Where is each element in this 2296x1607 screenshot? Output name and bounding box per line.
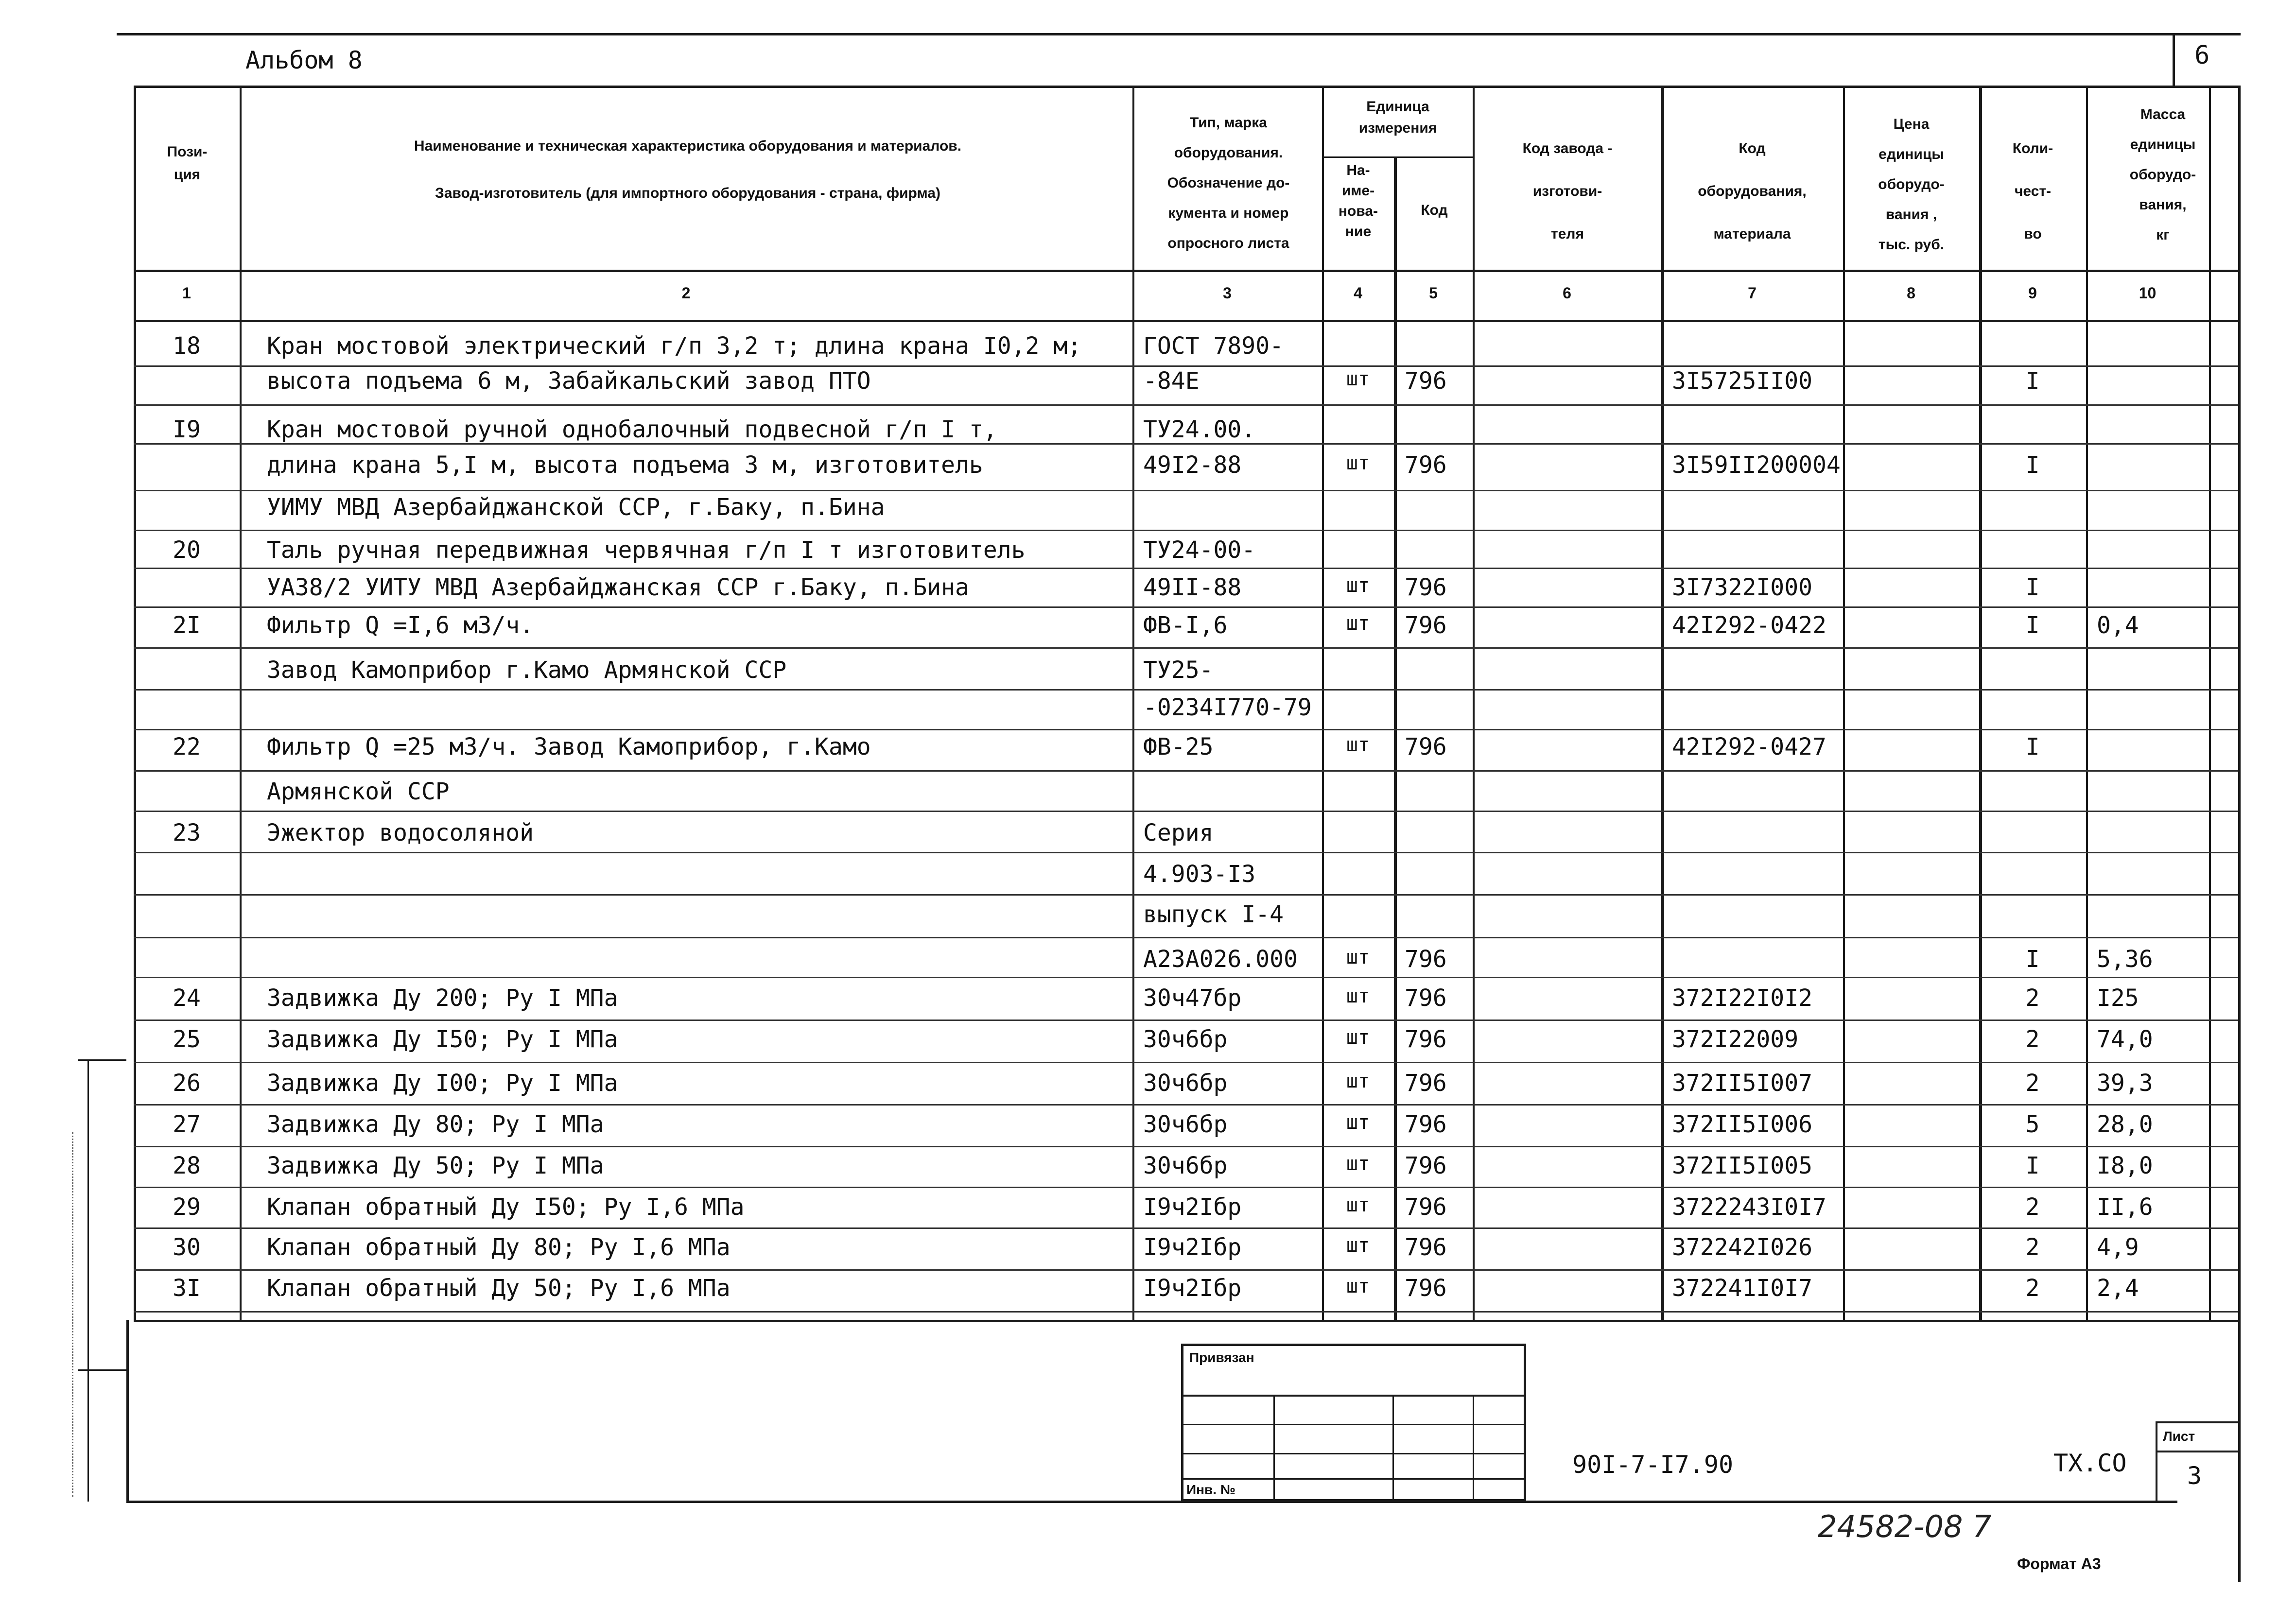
cell-mass: 39,3 (2097, 1070, 2153, 1097)
cell-type: ФВ-25 (1143, 733, 1214, 760)
cell-name: Фильтр Q =I,6 м3/ч. (267, 612, 534, 639)
cell-name: Эжектор водосоляной (267, 819, 534, 847)
header-unit-code: Код (1421, 202, 1448, 218)
column-divider (1661, 86, 1664, 1320)
cell-name: УА38/2 УИТУ МВД Азербайджанская ССР г.Баку, п.Бина (267, 574, 969, 601)
cell-code: 796 (1405, 612, 1447, 639)
cell-unit: шт (1346, 985, 1370, 1007)
cell-equip: 372I22I0I2 (1672, 985, 1812, 1012)
row-divider (134, 1104, 2238, 1106)
cell-name: Клапан обратный Ду I50; Ру I,6 МПа (267, 1193, 745, 1221)
column-number: 2 (681, 284, 691, 302)
cell-qty: I (2025, 733, 2040, 760)
cell-type: Серия (1143, 819, 1214, 847)
column-number: 3 (1223, 284, 1232, 302)
cell-qty: 2 (2025, 1026, 2040, 1053)
doc-mark: ТХ.СО (2053, 1449, 2127, 1477)
cell-mass: 74,0 (2097, 1026, 2153, 1053)
cell-unit: шт (1346, 1275, 1370, 1297)
cell-type: выпуск I-4 (1143, 901, 1284, 928)
cell-name: Кран мостовой ручной однобалочный подвесной г/п I т, (267, 416, 997, 443)
cell-pos: 20 (173, 536, 201, 564)
column-number: 4 (1354, 284, 1362, 302)
cell-name: Задвижка Ду 50; Ру I МПа (267, 1152, 604, 1179)
cell-code: 796 (1405, 1275, 1447, 1302)
cell-pos: 28 (173, 1152, 201, 1179)
header-name-line2: Завод-изготовитель (для импортного оборудования - страна, фирма) (435, 185, 940, 201)
header-price: Цена единицы оборудо- вания , тыс. руб. (1878, 116, 1945, 253)
cell-type: I9ч2Iбр (1143, 1234, 1242, 1261)
header-equipment-code: Код оборудования, материала (1698, 140, 1807, 242)
column-divider (1473, 86, 1475, 1320)
cell-code: 796 (1405, 367, 1447, 395)
row-divider (134, 811, 2238, 812)
cell-unit: шт (1346, 1026, 1370, 1049)
column-divider (1322, 86, 1324, 1320)
column-number: 7 (1748, 284, 1757, 302)
row-divider (134, 1062, 2238, 1063)
cell-qty: 2 (2025, 1234, 2040, 1261)
cell-qty: I (2025, 367, 2040, 395)
cell-type: 49II-88 (1143, 574, 1242, 601)
cell-type: -0234I770-79 (1143, 694, 1312, 721)
column-number: 1 (182, 284, 191, 302)
cell-name: Завод Камоприбор г.Камо Армянской ССР (267, 657, 787, 684)
cell-type: ТУ24-00- (1143, 536, 1256, 564)
header-type: Тип, марка оборудования. Обозначение до- кумента и номер опросного листа (1167, 115, 1290, 251)
cell-name: Кран мостовой электрический г/п 3,2 т; длина крана I0,2 м; (267, 332, 1082, 360)
cell-type: А23А026.000 (1143, 946, 1298, 973)
cell-pos: 29 (173, 1193, 201, 1221)
cell-name: длина крана 5,I м, высота подъема 3 м, изготовитель (267, 451, 983, 479)
cell-qty: I (2025, 451, 2040, 479)
cell-qty: I (2025, 946, 2040, 973)
format-label: Формат А3 (2017, 1555, 2101, 1572)
cell-pos: 3I (173, 1275, 201, 1302)
cell-code: 796 (1405, 574, 1447, 601)
row-divider (134, 404, 2238, 406)
row-divider (134, 443, 2238, 445)
cell-qty: 2 (2025, 985, 2040, 1012)
cell-unit: шт (1346, 946, 1370, 968)
privyazan-label: Привязан (1189, 1350, 1254, 1365)
cell-code: 796 (1405, 985, 1447, 1012)
column-divider (1132, 86, 1134, 1320)
cell-pos: I9 (173, 416, 201, 443)
cell-name: Задвижка Ду 80; Ру I МПа (267, 1111, 604, 1138)
cell-unit: шт (1346, 1194, 1370, 1216)
header-quantity: Коли- чест- во (2012, 140, 2053, 242)
cell-unit: шт (1346, 612, 1370, 635)
row-divider (134, 530, 2238, 531)
header-position: Пози- ция (167, 144, 208, 183)
cell-pos: 26 (173, 1070, 201, 1097)
cell-pos: 18 (173, 332, 201, 360)
column-number: 10 (2139, 284, 2157, 302)
cell-pos: 22 (173, 733, 201, 760)
column-number: 9 (2028, 284, 2037, 302)
cell-type: 30ч6бр (1143, 1070, 1228, 1097)
binding-stamp-marks (72, 1132, 86, 1497)
cell-type: 4.903-I3 (1143, 861, 1256, 888)
sheet-number: 3 (2187, 1462, 2202, 1490)
doc-code: 90I-7-I7.90 (1572, 1451, 1734, 1479)
cell-equip: 42I292-0427 (1672, 733, 1826, 760)
column-number: 8 (1907, 284, 1915, 302)
cell-equip: 3I7322I000 (1672, 574, 1812, 601)
column-divider (240, 86, 242, 1320)
cell-unit: шт (1346, 734, 1370, 756)
row-divider (134, 365, 2238, 367)
row-divider (134, 606, 2238, 608)
cell-pos: 27 (173, 1111, 201, 1138)
cell-code: 796 (1405, 946, 1447, 973)
row-divider (134, 1227, 2238, 1229)
cell-equip: 372242I026 (1672, 1234, 1812, 1261)
album-label: Альбом 8 (245, 46, 363, 74)
header-mass: Масса единицы оборудо- вания, кг (2129, 106, 2196, 243)
row-divider (134, 490, 2238, 491)
cell-type: I9ч2Iбр (1143, 1275, 1242, 1302)
cell-name: Задвижка Ду I00; Ру I МПа (267, 1070, 618, 1097)
row-divider (134, 647, 2238, 649)
cell-qty: 2 (2025, 1070, 2040, 1097)
cell-unit: шт (1346, 452, 1370, 474)
cell-pos: 2I (173, 612, 201, 639)
cell-pos: 25 (173, 1026, 201, 1053)
cell-type: 30ч6бр (1143, 1111, 1228, 1138)
cell-mass: 2,4 (2097, 1275, 2139, 1302)
cell-equip: 42I292-0422 (1672, 612, 1826, 639)
cell-equip: 3722243I0I7 (1672, 1193, 1826, 1221)
cell-mass: 28,0 (2097, 1111, 2153, 1138)
cell-type: ГОСТ 7890- (1143, 332, 1284, 360)
cell-code: 796 (1405, 733, 1447, 760)
cell-type: ФВ-I,6 (1143, 612, 1228, 639)
cell-mass: 0,4 (2097, 612, 2139, 639)
cell-unit: шт (1346, 574, 1370, 597)
cell-unit: шт (1346, 1111, 1370, 1134)
row-divider (134, 770, 2238, 772)
cell-type: 30ч6бр (1143, 1026, 1228, 1053)
cell-code: 796 (1405, 1070, 1447, 1097)
cell-mass: 4,9 (2097, 1234, 2139, 1261)
row-divider (134, 1187, 2238, 1188)
column-number: 6 (1563, 284, 1571, 302)
cell-name: Таль ручная передвижная червячная г/п I т изготовитель (267, 536, 1026, 564)
cell-pos: 24 (173, 985, 201, 1012)
cell-equip: 3I5725II00 (1672, 367, 1812, 395)
cell-pos: 30 (173, 1234, 201, 1261)
header-factory-code: Код завода - изготови- теля (1522, 140, 1613, 242)
row-divider (134, 689, 2238, 691)
header-unit-name: На- име- нова- ние (1338, 162, 1378, 240)
cell-unit: шт (1346, 1153, 1370, 1175)
column-divider (1843, 86, 1845, 1320)
cell-qty: 2 (2025, 1193, 2040, 1221)
cell-unit: шт (1346, 1070, 1370, 1092)
cell-type: ТУ25- (1143, 657, 1214, 684)
cell-pos: 23 (173, 819, 201, 847)
cell-equip: 372I22009 (1672, 1026, 1799, 1053)
cell-code: 796 (1405, 1234, 1447, 1261)
column-number: 5 (1429, 284, 1438, 302)
cell-unit: шт (1346, 1234, 1370, 1257)
cell-name: УИМУ МВД Азербайджанской ССР, г.Баку, п.Бина (267, 494, 885, 521)
row-divider (134, 729, 2238, 730)
row-divider (134, 568, 2238, 569)
cell-code: 796 (1405, 1193, 1447, 1221)
cell-mass: I8,0 (2097, 1152, 2153, 1179)
column-divider (2209, 86, 2211, 1320)
cell-name: Задвижка Ду 200; Ру I МПа (267, 985, 618, 1012)
header-name-line1: Наименование и техническая характеристика оборудования и материалов. (414, 138, 962, 154)
cell-mass: I25 (2097, 985, 2139, 1012)
cell-type: I9ч2Iбр (1143, 1193, 1242, 1221)
cell-qty: I (2025, 1152, 2040, 1179)
row-divider (134, 977, 2238, 978)
cell-name: Фильтр Q =25 м3/ч. Завод Камоприбор, г.Камо (267, 733, 871, 760)
column-divider (1394, 156, 1397, 1320)
row-divider (134, 1146, 2238, 1147)
cell-qty: I (2025, 574, 2040, 601)
page-number: 6 (2194, 41, 2210, 70)
row-divider (134, 937, 2238, 938)
cell-equip: 372II5I005 (1672, 1152, 1812, 1179)
cell-qty: 5 (2025, 1111, 2040, 1138)
row-divider (134, 894, 2238, 896)
cell-type: 49I2-88 (1143, 451, 1242, 479)
column-divider (2086, 86, 2088, 1320)
cell-qty: 2 (2025, 1275, 2040, 1302)
row-divider (134, 1311, 2238, 1313)
cell-name: Армянской ССР (267, 778, 450, 805)
cell-mass: 5,36 (2097, 946, 2153, 973)
sheet-label: Лист (2163, 1429, 2195, 1444)
cell-equip: 372II5I006 (1672, 1111, 1812, 1138)
cell-type: -84Е (1143, 367, 1200, 395)
cell-equip: 3I59II200004 (1672, 451, 1841, 479)
privyazan-stamp (1181, 1344, 1526, 1502)
cell-code: 796 (1405, 451, 1447, 479)
row-divider (134, 1019, 2238, 1021)
cell-unit: шт (1346, 368, 1370, 390)
header-unit-group-label: Единица измерения (1358, 99, 1437, 136)
cell-name: Клапан обратный Ду 50; Ру I,6 МПа (267, 1275, 731, 1302)
row-divider (134, 1269, 2238, 1271)
cell-type: ТУ24.00. (1143, 416, 1256, 443)
row-divider (134, 852, 2238, 853)
cell-code: 796 (1405, 1026, 1447, 1053)
cell-equip: 372241I0I7 (1672, 1275, 1812, 1302)
cell-name: Клапан обратный Ду 80; Ру I,6 МПа (267, 1234, 731, 1261)
cell-equip: 372II5I007 (1672, 1070, 1812, 1097)
cell-code: 796 (1405, 1111, 1447, 1138)
cell-type: 30ч47бр (1143, 985, 1242, 1012)
handwritten-number: 24582-08 7 (1818, 1509, 1992, 1544)
cell-mass: II,6 (2097, 1193, 2153, 1221)
cell-name: Задвижка Ду I50; Ру I МПа (267, 1026, 618, 1053)
inv-label: Инв. № (1186, 1482, 1236, 1497)
cell-qty: I (2025, 612, 2040, 639)
cell-name: высота подъема 6 м, Забайкальский завод ПТО (267, 367, 871, 395)
cell-code: 796 (1405, 1152, 1447, 1179)
cell-type: 30ч6бр (1143, 1152, 1228, 1179)
